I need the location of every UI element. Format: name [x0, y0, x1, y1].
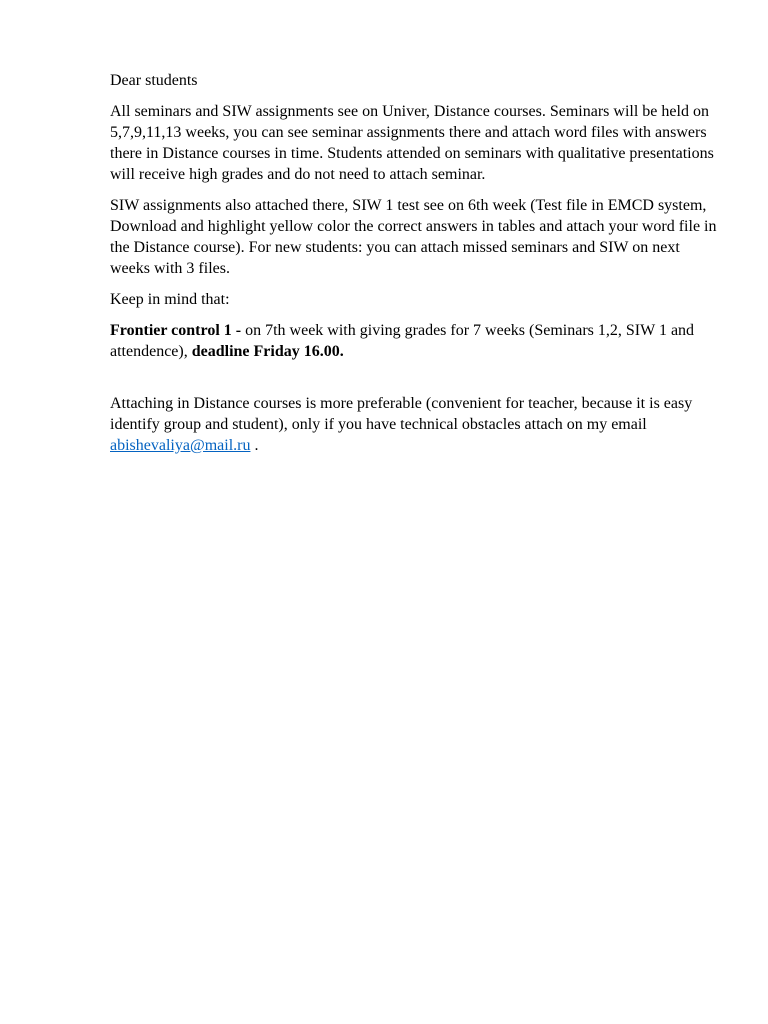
paragraph-frontier-control [110, 320, 722, 362]
frontier-label: Frontier control 1 - [110, 322, 242, 339]
greeting: Dear students [110, 72, 198, 89]
frontier-deadline: deadline Friday 16.00. [191, 343, 344, 360]
email-link[interactable]: abishevaliya@mail.ru [110, 437, 251, 454]
paragraph-seminars: All seminars and SIW assignments see on Univer, Distance courses. Seminars will be held on 5,7,9,11,13 weeks, you can see seminar assignments there and attach word files with answers there in Distance courses in time. Students attended on seminars with qualitative presentations will receive high grades and do not need to attach seminar. [110, 103, 714, 183]
letter-body [110, 70, 722, 466]
paragraph-closing [110, 393, 722, 456]
closing-text: Attaching in Distance courses is more preferable (convenient for teacher, because it is easy identify group and student), only if you have technical obstacles attach on my email [110, 395, 693, 433]
paragraph-siw: SIW assignments also attached there, SIW 1 test see on 6th week (Test file in EMCD system, Download and highlight yellow color the correct answers in tables and attach your word file in the Distance course). For new students: you can attach missed seminars and SIW on next weeks with 3 files. [110, 197, 717, 277]
frontier-text: on 7th week with giving grades for 7 weeks (Seminars 1,2, SIW 1 and attendence), [110, 322, 695, 360]
closing-end: . [250, 437, 259, 454]
reminder-heading: Keep in mind that: [110, 291, 230, 308]
